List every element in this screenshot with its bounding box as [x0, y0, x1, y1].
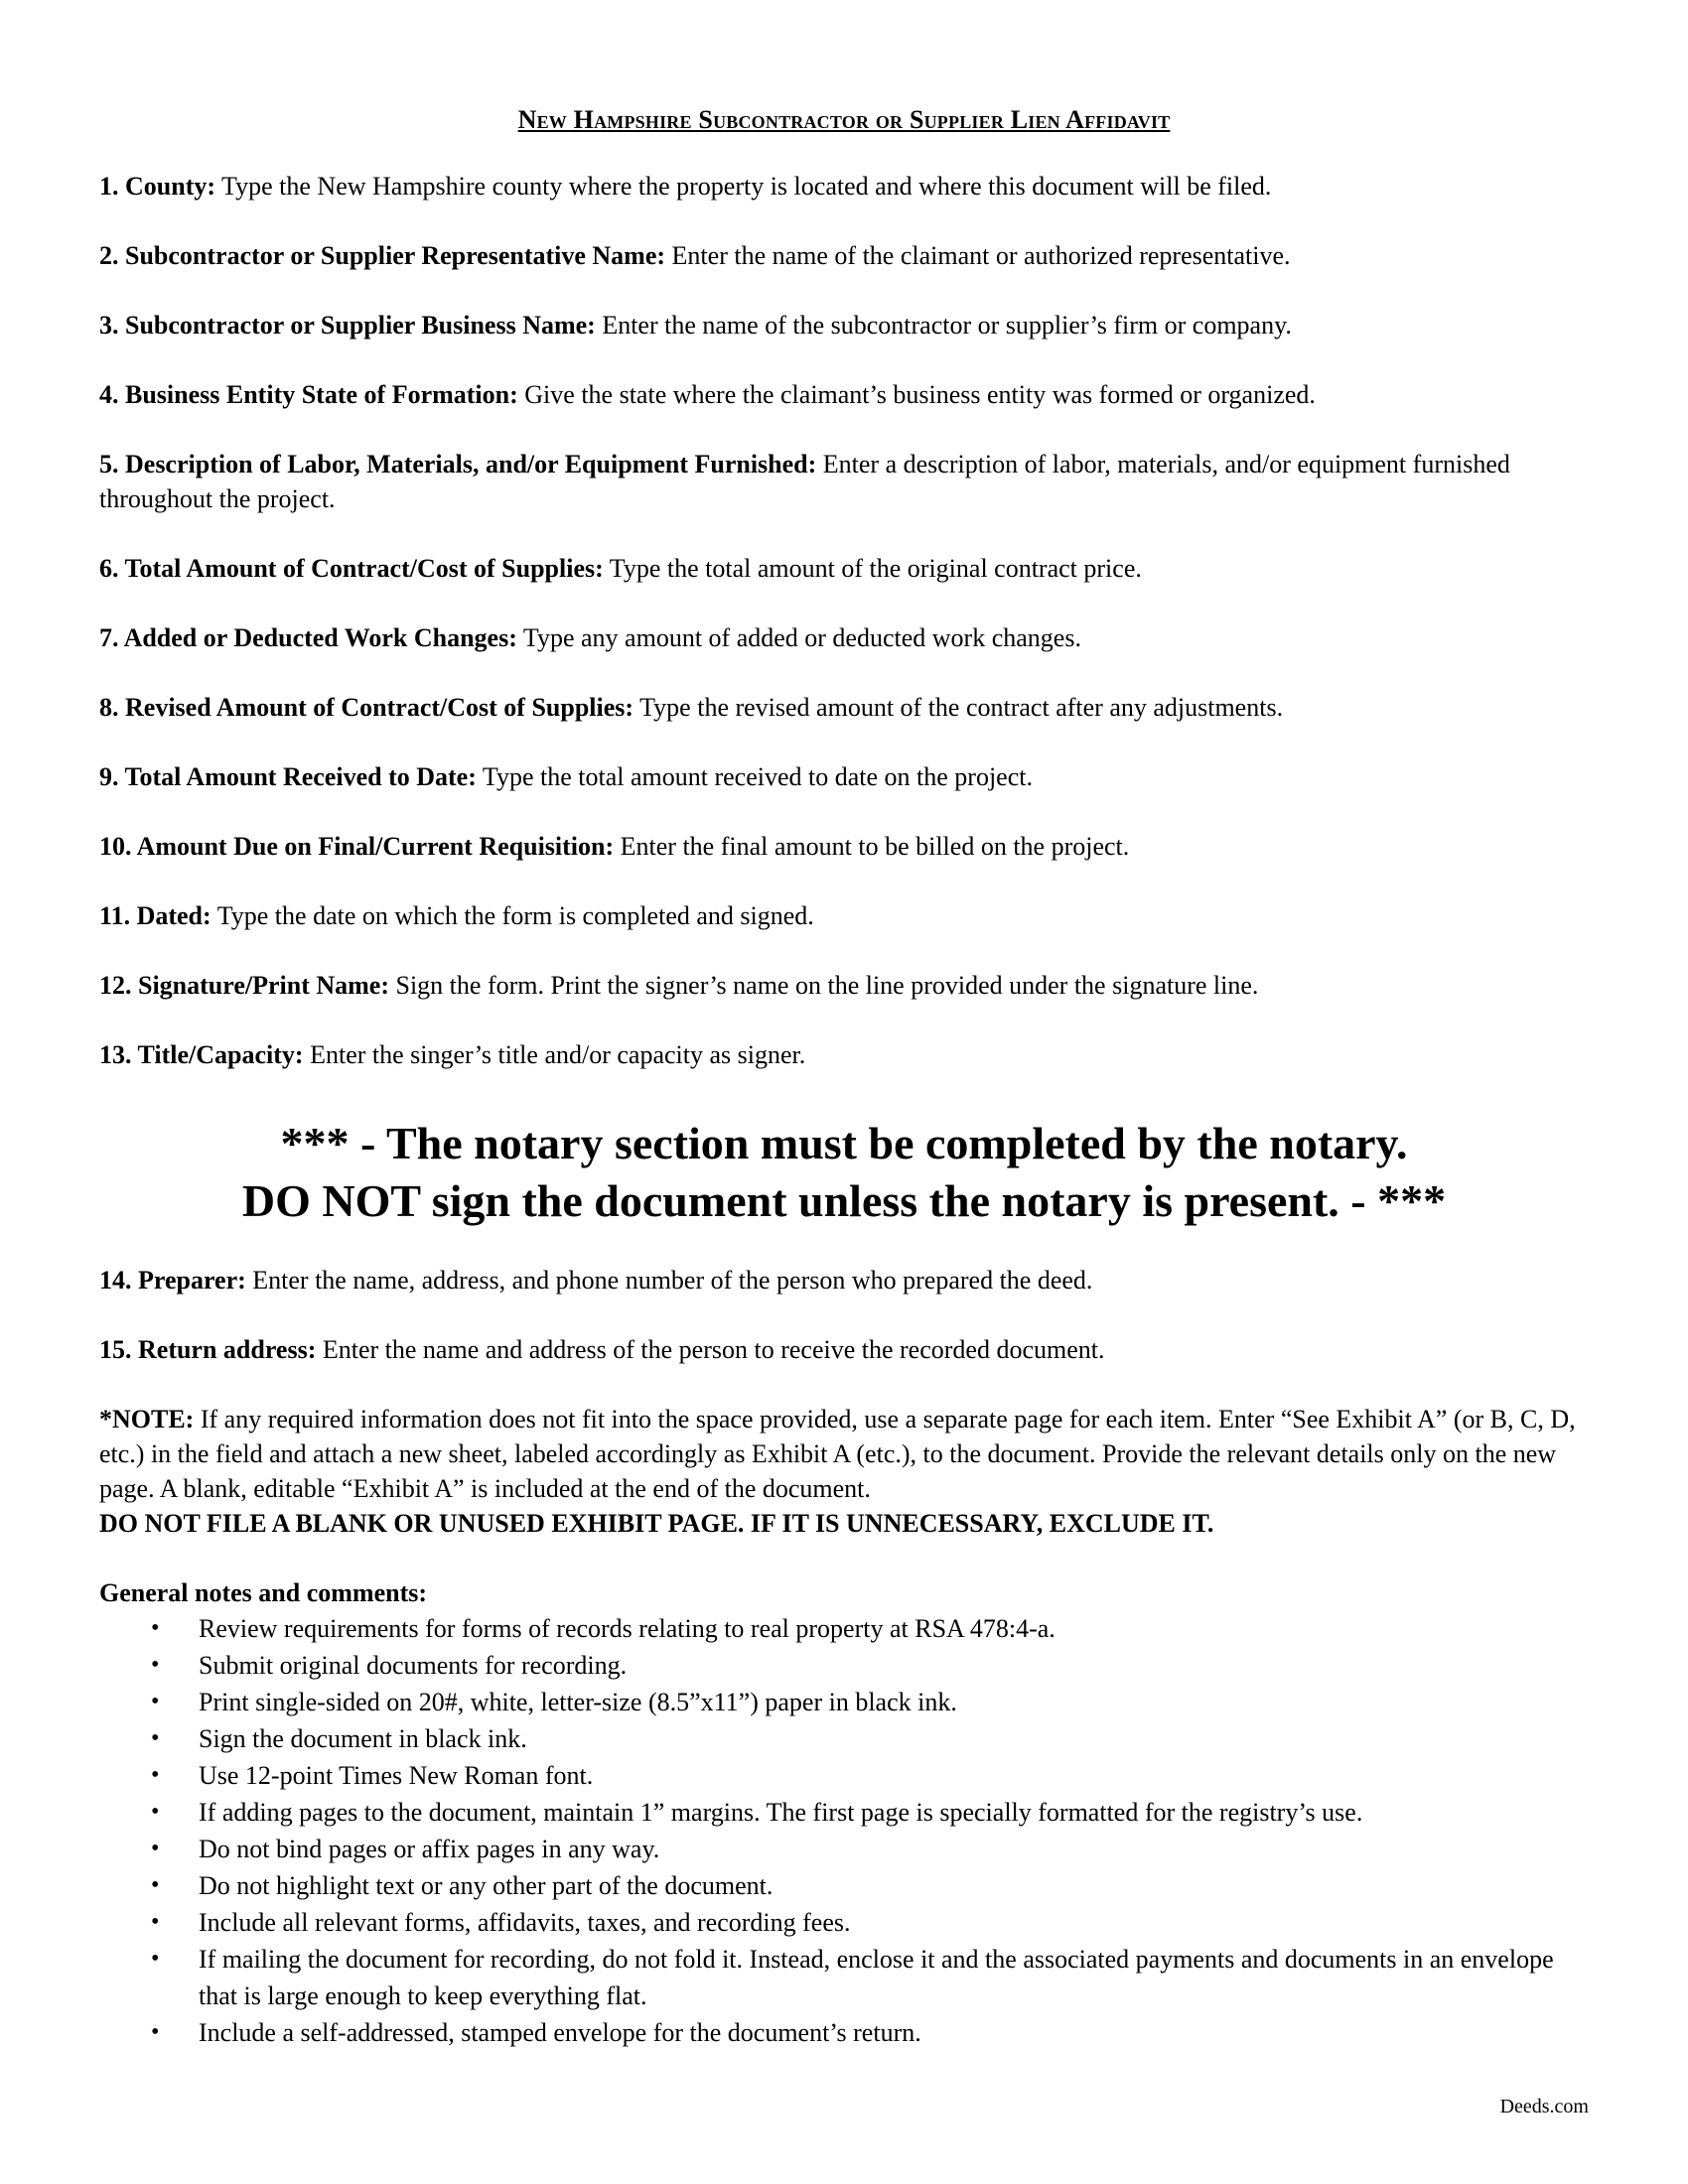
instruction-text: Enter the singer’s title and/or capacity as signer. — [303, 1040, 806, 1069]
instruction-item — [99, 620, 1589, 655]
list-item-text: Print single-sided on 20#, white, letter-size (8.5”x11”) paper in black ink. — [199, 1688, 957, 1716]
instruction-label: 4. Business Entity State of Formation: — [99, 380, 518, 409]
list-item-text: Review requirements for forms of records relating to real property at RSA 478:4-a. — [199, 1614, 1055, 1643]
bullet-icon: • — [151, 1725, 160, 1751]
instruction-item — [99, 169, 1589, 204]
instruction-item — [99, 1263, 1589, 1297]
instruction-text: Sign the form. Print the signer’s name on the line provided under the signature line. — [389, 971, 1259, 1000]
list-item-text: Include all relevant forms, affidavits, taxes, and recording fees. — [199, 1908, 851, 1937]
document-page — [99, 0, 1589, 2184]
general-notes-list — [99, 1610, 1589, 2051]
instruction-label: 7. Added or Deducted Work Changes: — [99, 623, 517, 652]
list-item-text: If adding pages to the document, maintain 1” margins. The first page is specially formatted for the registry’s use. — [199, 1798, 1363, 1827]
bullet-icon: • — [151, 1872, 160, 1898]
instruction-label: 9. Total Amount Received to Date: — [99, 762, 477, 791]
notary-warning-line-2: DO NOT sign the document unless the notary is present. - *** — [241, 1175, 1447, 1226]
instruction-text: Type the total amount of the original contract price. — [603, 554, 1142, 583]
instruction-label: 8. Revised Amount of Contract/Cost of Supplies: — [99, 693, 634, 722]
instruction-item — [99, 238, 1589, 273]
list-item — [99, 1867, 1589, 1904]
instruction-item — [99, 1037, 1589, 1072]
bullet-icon: • — [151, 1799, 160, 1825]
instruction-label: 14. Preparer: — [99, 1266, 246, 1295]
exhibit-note — [99, 1402, 1589, 1541]
list-item-text: Use 12-point Times New Roman font. — [199, 1761, 594, 1790]
list-item — [99, 1904, 1589, 1941]
footer-brand: Deeds.com — [1499, 2096, 1589, 2117]
bullet-icon: • — [151, 1652, 160, 1678]
instruction-item — [99, 551, 1589, 586]
instruction-text: Enter the name of the subcontractor or supplier’s firm or company. — [595, 311, 1292, 340]
bullet-icon: • — [151, 1946, 160, 1972]
instruction-text: Enter the name, address, and phone number of the person who prepared the deed. — [245, 1266, 1093, 1295]
instruction-item — [99, 829, 1589, 864]
list-item-text: Submit original documents for recording. — [199, 1651, 628, 1680]
instruction-label: 1. County: — [99, 172, 216, 201]
list-item — [99, 1684, 1589, 1720]
instruction-label: 3. Subcontractor or Supplier Business Name: — [99, 311, 596, 340]
instruction-text: Type any amount of added or deducted work changes. — [516, 623, 1081, 652]
list-item-text: Do not bind pages or affix pages in any way. — [199, 1835, 660, 1863]
instruction-item — [99, 1332, 1589, 1367]
bullet-icon: • — [151, 1689, 160, 1714]
note-label: *NOTE: — [99, 1405, 195, 1433]
instruction-label: 6. Total Amount of Contract/Cost of Supplies: — [99, 554, 604, 583]
bullet-icon: • — [151, 1909, 160, 1935]
list-item — [99, 1831, 1589, 1867]
list-item — [99, 1794, 1589, 1831]
instruction-label: 10. Amount Due on Final/Current Requisition: — [99, 832, 615, 861]
instruction-text: Enter the final amount to be billed on the project. — [614, 832, 1130, 861]
instruction-text: Enter the name of the claimant or authorized representative. — [665, 241, 1291, 270]
list-item-text: Include a self-addressed, stamped envelope for the document’s return. — [199, 2018, 921, 2047]
instruction-label: 15. Return address: — [99, 1335, 317, 1364]
instruction-item — [99, 447, 1589, 516]
instruction-text: Type the revised amount of the contract after any adjustments. — [633, 693, 1284, 722]
instruction-text: Enter a description of labor, materials, and/or equipment furnished throughout the project. — [99, 450, 1510, 513]
general-notes — [99, 1575, 1589, 2051]
list-item-text: Do not highlight text or any other part of the document. — [199, 1871, 774, 1900]
notary-warning — [99, 1115, 1589, 1230]
instruction-item — [99, 898, 1589, 933]
instruction-text: Enter the name and address of the person to receive the recorded document. — [316, 1335, 1105, 1364]
instruction-text: Give the state where the claimant’s business entity was formed or organized. — [517, 380, 1316, 409]
list-item-text: If mailing the document for recording, do not fold it. Instead, enclose it and the associated payments and documents in an envelope that is large enough to keep everything flat. — [199, 1945, 1554, 2010]
note-text: If any required information does not fit into the space provided, use a separate page for each item. Enter “See Exhibit A” (or B, C, D, etc.) in the field and attach a new sheet, labeled accordingly as Exhibit A (etc.), to the document. Provide the relevant details only on the new page. A blank, editable “Exhibit A” is included at the end of the document. — [99, 1405, 1576, 1503]
instruction-item — [99, 308, 1589, 342]
instruction-item — [99, 690, 1589, 725]
instruction-text: Type the date on which the form is completed and signed. — [211, 901, 814, 930]
instruction-label: 2. Subcontractor or Supplier Representative Name: — [99, 241, 666, 270]
instruction-label: 13. Title/Capacity: — [99, 1040, 304, 1069]
instruction-label: 12. Signature/Print Name: — [99, 971, 389, 1000]
instruction-text: Type the total amount received to date on the project. — [476, 762, 1033, 791]
general-notes-heading: General notes and comments: — [99, 1578, 428, 1607]
notary-warning-line-1: *** - The notary section must be completed by the notary. — [280, 1118, 1408, 1168]
document-title: New Hampshire Subcontractor or Supplier Lien Affidavit — [517, 105, 1171, 134]
instruction-item — [99, 377, 1589, 412]
preparer-instruction-list — [99, 1263, 1589, 1402]
instruction-list — [99, 169, 1589, 1107]
list-item — [99, 1941, 1589, 2014]
list-item-text: Sign the document in black ink. — [199, 1724, 527, 1753]
bullet-icon: • — [151, 1762, 160, 1788]
list-item — [99, 1720, 1589, 1757]
bullet-icon: • — [151, 1615, 160, 1641]
list-item — [99, 1757, 1589, 1794]
instruction-item — [99, 968, 1589, 1003]
instruction-item — [99, 759, 1589, 794]
instruction-label: 5. Description of Labor, Materials, and/or Equipment Furnished: — [99, 450, 817, 478]
instruction-label: 11. Dated: — [99, 901, 211, 930]
bullet-icon: • — [151, 1836, 160, 1861]
list-item — [99, 1647, 1589, 1684]
instruction-text: Type the New Hampshire county where the property is located and where this document will be filed. — [215, 172, 1272, 201]
bullet-icon: • — [151, 2019, 160, 2045]
note-warning: DO NOT FILE A BLANK OR UNUSED EXHIBIT PAGE. IF IT IS UNNECESSARY, EXCLUDE IT. — [99, 1509, 1214, 1538]
list-item — [99, 2014, 1589, 2051]
list-item — [99, 1610, 1589, 1647]
